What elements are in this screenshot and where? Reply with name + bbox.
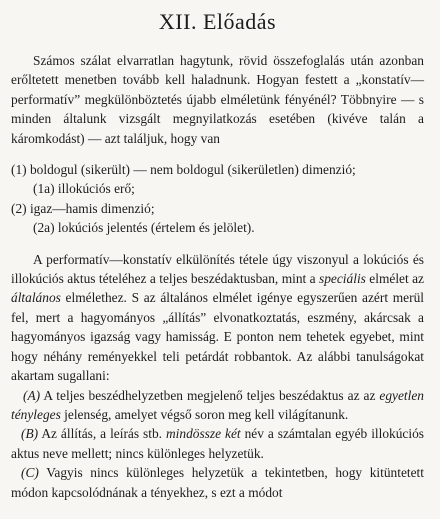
- list-item-1: (1) boldogul (sikerült) — nem boldogul (sikerületlen) dimenzió;: [11, 162, 356, 178]
- paragraph-b-text-1: Az állítás, a leírás stb.: [38, 426, 166, 442]
- paragraph-b: [11, 424, 424, 463]
- list-item-2a: (2a) lokúciós jelentés (értelem és jelölet).: [33, 220, 255, 236]
- paragraph-c-text-1: Vagyis nincs különleges helyzetük a tekintetben, hogy kitüntetett módon kapcsolódnának a tényekhez, s ezt a módot: [11, 465, 424, 500]
- list-item-1a: (1a) illokúciós erő;: [33, 181, 135, 197]
- emphasis-only-actual: egyetlen tényleges: [11, 387, 424, 422]
- emphasis-general: általános: [11, 290, 61, 306]
- paragraph-theory-text-1: A performatív—konstatív elkülönítés tétele úgy viszonyul a lokúciós és illokúciós aktus tételéhez a teljes beszédaktusban, mint a: [11, 251, 424, 287]
- dimension-list: [11, 160, 424, 238]
- emphasis-special: speciális: [319, 271, 366, 287]
- paragraph-theory-text-2: elmélet az: [365, 271, 425, 287]
- paragraph-a-text-1: A teljes beszédhelyzetben megjelenő teljes beszédaktus az az: [40, 387, 380, 403]
- list-item-2: (2) igaz—hamis dimenzió;: [11, 200, 155, 216]
- paragraph-a-text-2: jelenség, amelyet végső soron meg kell világítanunk.: [60, 406, 349, 422]
- chapter-heading: XII. Előadás: [158, 9, 277, 34]
- paragraph-a: [11, 386, 424, 425]
- paragraph-theory: [11, 250, 424, 386]
- label-c: (C): [21, 465, 39, 481]
- paragraph-theory-text-3: elmélethez. S az általános elmélet igénye egyszerűen azért merül fel, mert a hagyományos „állítás” elvonatkoztatás, eszmény, akárcsak a hagyományos igazság vagy hamisság. E ponton nem tehetek egyebet, mint hogy néhány reményekkel teli petárdát robbantok. Az alábbi tanulságokat akartam sugallani:: [11, 290, 424, 384]
- paragraph-c: [11, 463, 424, 502]
- emphasis-only-two: mindössze két: [165, 426, 241, 442]
- label-a: (A): [23, 387, 41, 403]
- paragraph-b-text-2: név a számtalan egyéb illokúciós aktus neve mellett; nincs különleges helyzetük.: [11, 426, 425, 461]
- paragraph-intro: Számos szálat elvarratlan hagytunk, rövid összefoglalás után azonban erőltetett menetben tovább kell haladnunk. Hogyan festett a „konstatív—performatív” megkülönböztetés újabb elméletünk fényénél? Többnyire — s minden általunk vizsgált megnyilatkozás esetében (kivéve talán a káromkodást) — azt találjuk, hogy van: [11, 53, 424, 146]
- label-b: (B): [21, 426, 39, 442]
